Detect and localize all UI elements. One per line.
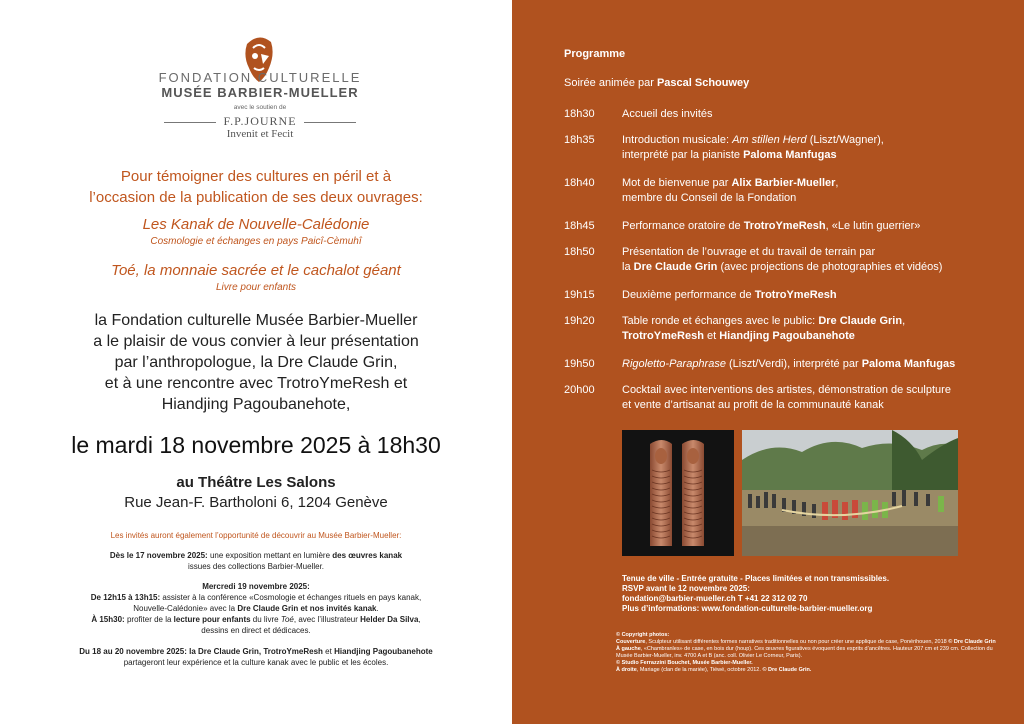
book-subtitle-2: Livre pour enfants [215,282,297,293]
host-prefix: Soirée animée par [564,77,654,89]
invite-line: la Fondation culturelle Musée Barbier-Mueller [94,312,418,329]
event-text: une exposition mettant en lumière [209,551,331,560]
programme-time: 18h45 [564,220,595,232]
event-date-label: Dès le 17 novembre 2025: [109,551,208,560]
guest-event-2: Mercredi 19 novembre 2025: De 12h15 à 13h15: assister à la conférence «Cosmologie et échanges rituels en pays kanak, Nouvelle-Calédonie» avec la Dre Claude Grin et nos invités kanak. À 15h30: profiter de la lecture pour enfants du livre Toé, avec l’illustrateur Helder Da Silva, dessins en direct et dédicaces. [40,581,472,636]
event-text: assister à la conférence «Cosmologie et échanges rituels en pays kanak, [162,593,422,602]
programme-time: 19h50 [564,358,595,370]
invitation-text [40,310,472,415]
carving-photo [622,430,734,556]
guest-event-3 [40,646,472,668]
programme-desc: Rigoletto-Paraphrase (Liszt/Verdi), interprété par Paloma Manfugas [622,358,956,370]
credits-heading: © Copyright photos: [616,632,670,638]
event-text: et [325,647,332,656]
programme-desc: Deuxième performance de TrotroYmeResh [622,289,837,301]
programme-time: 18h40 [564,177,595,189]
event-text: issues des collections Barbier-Mueller. [187,562,325,571]
photo-credits: © Copyright photos: Couverture, Sculpteur utilisant différentes formes narratives traditionnelles ou non pour créer une applique de case, Ponérihouen, 2018 © Dre Claude Grin À gauche, «Chambranles» de case, en bois dur (houp). Ces œuvres figuratives évoquent des esprits d’ancêtres. Hauteur 207 cm et 239 cm. Collection du Musée Barbier-Mueller, inv. 4700 A et B (anc. coll. Olivier Le Corneur, Paris). © Studio Ferrazzini Bouchet, Musée Barbier-Mueller. À droite, Mariage (clan de la mariée), Tiéwé, octobre 2012. © Dre Claude Grin. [616,632,996,673]
sponsor-motto: Invenit et Fecit [226,128,294,140]
rsvp-line: RSVP avant le 12 novembre 2025: [622,584,750,593]
logo-text-line2: MUSÉE BARBIER-MUELLER [161,85,359,100]
logo-text-line1: FONDATION CULTURELLE [158,70,362,85]
guest-event-1 [40,550,472,572]
event-highlight: Helder Da Silva [360,615,419,624]
sponsor-name: F.P.JOURNE [223,114,297,128]
book-subtitle-1: Cosmologie et échanges en pays Paicî-Cèmuhî [150,236,362,247]
programme-desc: Présentation de l’ouvrage et du travail de terrain par la Dre Claude Grin (avec projections de photographies et vidéos) [622,246,943,273]
logo-support-text: avec le soutien de [233,104,287,111]
programme-desc: Table ronde et échanges avec le public: Dre Claude Grin, TrotroYmeResh et Hiandjing Pagoubanehote [622,315,906,342]
rsvp-block [622,574,1002,614]
event-text: du livre [252,615,279,624]
gathering-image [742,430,958,556]
programme-time: 18h35 [564,134,595,146]
intro-text [40,166,472,208]
programme-time: 18h50 [564,246,595,258]
event-italic: Toé [280,615,294,624]
programme-desc: Introduction musicale: Am stillen Herd (Liszt/Wagner), interprété par la pianiste Paloma Manfugas [622,134,884,161]
event-highlight: lecture pour enfants [173,615,251,624]
right-panel [512,0,1024,724]
book-title-1: Les Kanak de Nouvelle-Calédonie [142,216,370,233]
event-date-label: Du 18 au 20 novembre 2025: [79,647,187,656]
programme-host [564,77,749,89]
programme-desc: Mot de bienvenue par Alix Barbier-Mueller, membre du Conseil de la Fondation [622,177,839,204]
programme-time: 18h30 [564,108,595,120]
event-text: Nouvelle-Calédonie» avec la [133,604,236,613]
event-highlight: et nos invités kanak [300,604,377,613]
programme-title: Programme [564,48,626,60]
guests-heading: Les invités auront également l’opportunité de découvrir au Musée Barbier-Mueller: [110,531,402,540]
event-text: dessins en direct et dédicaces. [201,626,311,635]
event-address: Rue Jean-F. Bartholoni 6, 1204 Genève [124,494,388,511]
programme-time: 20h00 [564,384,595,396]
invite-line: Hiandjing Pagoubanehote, [161,396,351,413]
programme-desc: Cocktail avec interventions des artistes, démonstration de sculpture et vente d’artisanat au profit de la communauté kanak [622,384,951,411]
book-title-2: Toé, la monnaie sacrée et le cachalot géant [111,262,401,279]
event-highlight: la Dre Claude Grin, TrotroYmeResh [189,647,323,656]
foundation-logo [150,34,370,144]
rsvp-website[interactable]: Plus d’informations: www.fondation-culturelle-barbier-mueller.org [622,604,873,613]
carved-jambs-image [622,430,734,556]
ceremony-photo [742,430,958,556]
invite-line: a le plaisir de vous convier à leur présentation [93,333,419,350]
event-text: partageront leur expérience et la culture kanak avec le public et les écoles. [123,658,389,667]
event-time-label: De 12h15 à 13h15: [90,593,161,602]
event-date-label: Mercredi 19 novembre 2025: [202,582,310,591]
invite-line: par l’anthropologue, la Dre Claude Grin, [114,354,398,371]
rsvp-contact[interactable]: fondation@barbier-mueller.ch T +41 22 312 02 70 [622,594,808,603]
rsvp-line: Tenue de ville - Entrée gratuite - Places limitées et non transmissibles. [622,574,890,583]
event-date: le mardi 18 novembre 2025 à 18h30 [71,432,441,458]
event-highlight: Dre Claude Grin [237,604,299,613]
event-text: profiter de la [126,615,172,624]
programme-time: 19h20 [564,315,595,327]
event-time-label: À 15h30: [91,615,125,624]
programme-desc: Performance oratoire de TrotroYmeResh, «Le lutin guerrier» [622,220,921,232]
host-name: Pascal Schouwey [656,77,750,89]
intro-line: Pour témoigner des cultures en péril et à [120,168,392,185]
event-highlight: des œuvres kanak [332,551,403,560]
invite-line: et à une rencontre avec TrotroYmeResh et [104,375,408,392]
intro-line: l’occasion de la publication de ses deux ouvrages: [89,189,423,206]
programme-desc: Accueil des invités [622,108,713,120]
event-venue: au Théâtre Les Salons [176,474,336,491]
programme-time: 19h15 [564,289,595,301]
event-text: , avec l’illustrateur [293,615,358,624]
event-highlight: Hiandjing Pagoubanehote [334,647,433,656]
